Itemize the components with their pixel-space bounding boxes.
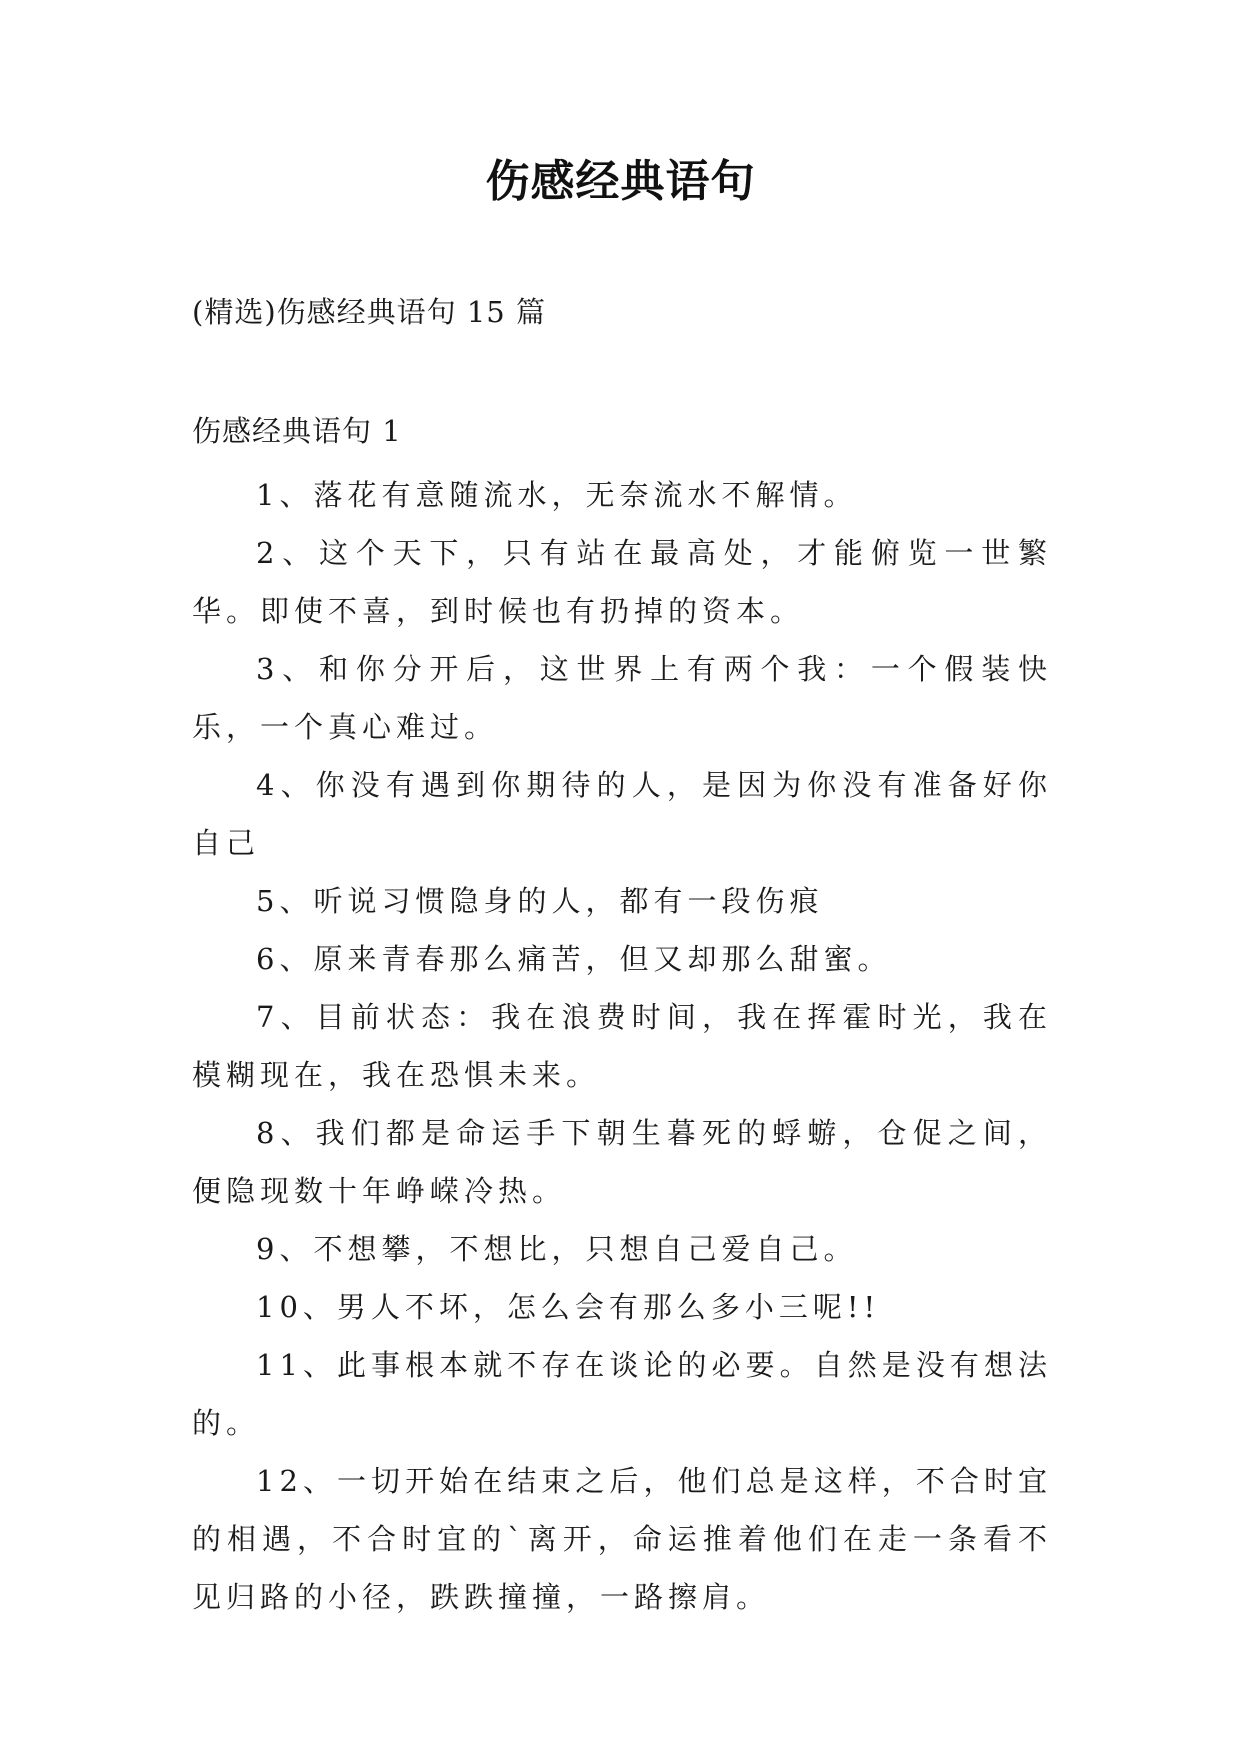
document-subtitle: (精选)伤感经典语句 15 篇	[192, 295, 546, 329]
section-heading: 伤感经典语句 1	[192, 414, 402, 448]
paragraph-8: 8、我们都是命运手下朝生暮死的蜉蝣，仓促之间，便隐现数十年峥嵘冷热。	[192, 1116, 1052, 1208]
paragraph-4: 4、你没有遇到你期待的人，是因为你没有准备好你自己	[192, 768, 1052, 860]
paragraph-7: 7、目前状态：我在浪费时间，我在挥霍时光，我在模糊现在，我在恐惧未来。	[192, 1000, 1052, 1092]
paragraph-1: 1、落花有意随流水，无奈流水不解情。	[256, 478, 858, 512]
paragraph-3: 3、和你分开后，这世界上有两个我：一个假装快乐，一个真心难过。	[192, 652, 1052, 744]
paragraph-10: 10、男人不坏，怎么会有那么多小三呢!!	[256, 1290, 881, 1324]
page-title: 伤感经典语句	[485, 156, 756, 207]
paragraph-5: 5、听说习惯隐身的人，都有一段伤痕	[256, 884, 824, 918]
paragraph-9: 9、不想攀，不想比，只想自己爱自己。	[256, 1232, 858, 1266]
paragraph-6: 6、原来青春那么痛苦，但又却那么甜蜜。	[256, 942, 892, 976]
paragraph-11: 11、此事根本就不存在谈论的必要。自然是没有想法的。	[192, 1348, 1052, 1440]
body-text	[192, 466, 1052, 1626]
paragraph-12: 12、一切开始在结束之后，他们总是这样，不合时宜的相遇，不合时宜的`离开，命运推着他们在走一条看不见归路的小径，跌跌撞撞，一路擦肩。	[192, 1464, 1052, 1614]
paragraph-2: 2、这个天下，只有站在最高处，才能俯览一世繁华。即使不喜，到时候也有扔掉的资本。	[192, 536, 1052, 628]
